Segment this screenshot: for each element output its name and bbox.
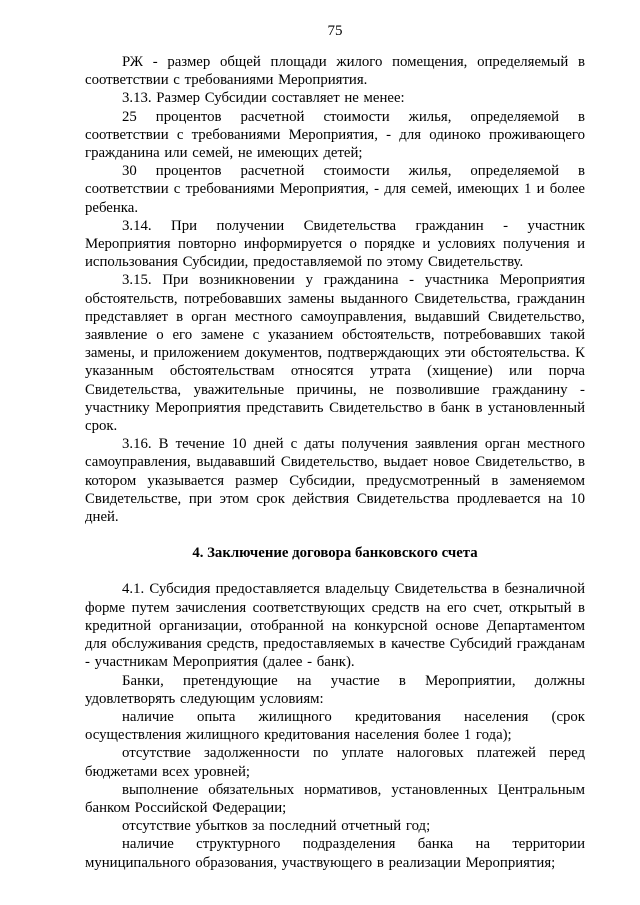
paragraph: 4.1. Субсидия предоставляется владельцу Свидетельства в безналичной форме путем зачисления соответствующих средств на его счет, открытый в кредитной организации, отобранной на конкурсной основе Департаментом для обслуживания средств, предоставляемых в качестве Субсидий гражданам - участникам Мероприятия (далее - банк). bbox=[85, 581, 585, 671]
paragraph: 25 процентов расчетной стоимости жилья, определяемой в соответствии с требованиями Мероприятия, - для одиноко проживающего гражданина или семей, не имеющих детей; bbox=[85, 108, 585, 162]
paragraph: отсутствие задолженности по уплате налоговых платежей перед бюджетами всех уровней; bbox=[85, 745, 585, 780]
paragraph: отсутствие убытков за последний отчетный год; bbox=[122, 818, 431, 835]
paragraph: 30 процентов расчетной стоимости жилья, определяемой в соответствии с требованиями Мероприятия, - для семей, имеющих 1 и более ребенка. bbox=[85, 163, 585, 216]
paragraph: Банки, претендующие на участие в Мероприятии, должны удовлетворять следующим условиям: bbox=[85, 672, 585, 707]
document-content bbox=[85, 53, 585, 872]
page-number: 75 bbox=[327, 23, 343, 39]
paragraph: наличие опыта жилищного кредитования населения (срок осуществления жилищного кредитования населения более 1 года); bbox=[85, 708, 585, 744]
paragraph: 3.13. Размер Субсидии составляет не менее: bbox=[122, 90, 405, 107]
paragraph: 3.14. При получении Свидетельства гражданин - участник Мероприятия повторно информируется о порядке и условиях получения и использования Субсидии, предоставляемой по этому Свидетельству. bbox=[85, 217, 585, 271]
paragraph: выполнение обязательных нормативов, установленных Центральным банком Российской Федерации; bbox=[85, 781, 585, 816]
paragraph: РЖ - размер общей площади жилого помещения, определяемый в соответствии с требованиями Мероприятия. bbox=[85, 54, 585, 89]
paragraph: наличие структурного подразделения банка на территории муниципального образования, участвующего в реализации Мероприятия; bbox=[85, 836, 585, 871]
section-heading: 4. Заключение договора банковского счета bbox=[192, 545, 478, 562]
paragraph: 3.15. При возникновении у гражданина - участника Мероприятия обстоятельств, потребовавших замены выданного Свидетельства, гражданин представляет в орган местного самоуправления, выдавший Свидетельство, заявление о его замене с указанием обстоятельств, потребовавших такой замены, и приложением документов, подтверждающих эти обстоятельства. К указанным обстоятельствам относятся утрата (хищение) или порча Свидетельства, уважительные причины, не позволившие гражданину - участнику Мероприятия представить Свидетельство в банк в установленный срок. bbox=[85, 272, 585, 435]
paragraph: 3.16. В течение 10 дней с даты получения заявления орган местного самоуправления, выдававший Свидетельство, выдает новое Свидетельство, в котором указывается размер Субсидии, предусмотренный в заменяемом Свидетельстве, при этом срок действия Свидетельства продлевается на 10 дней. bbox=[85, 436, 585, 526]
